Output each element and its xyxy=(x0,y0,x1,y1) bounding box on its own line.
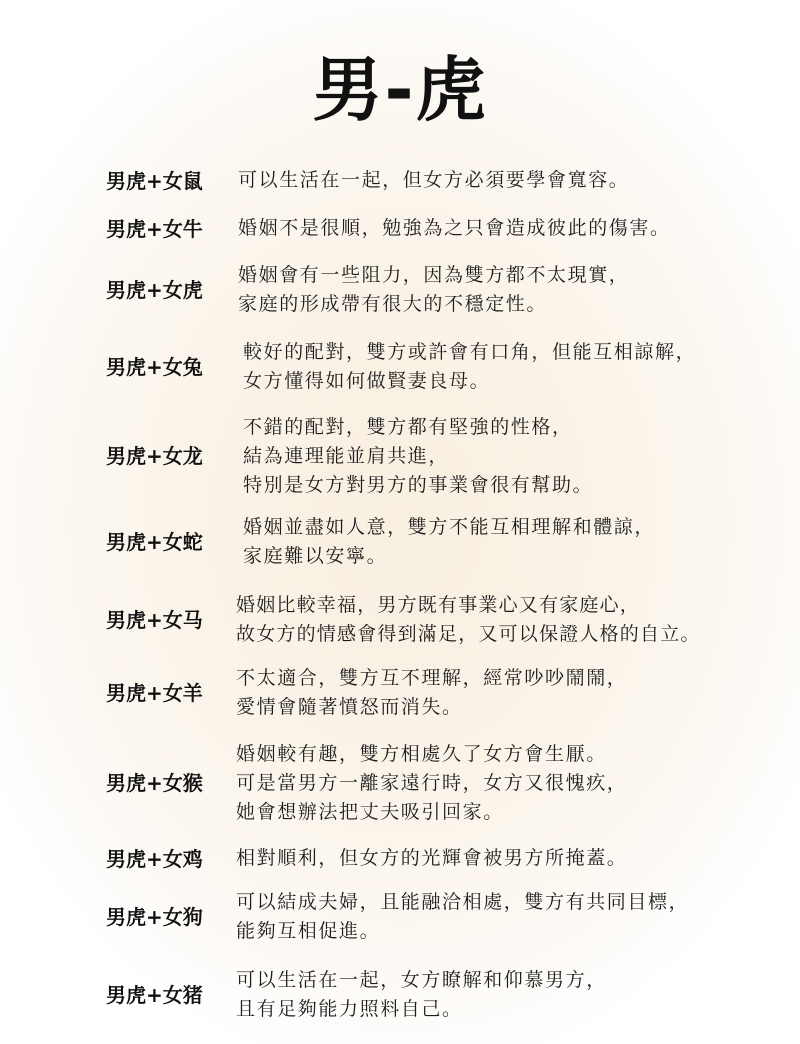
pairing-label: 男虎+女蛇 xyxy=(106,530,203,554)
description-line: 不太適合，雙方互不理解，經常吵吵鬧鬧， xyxy=(236,667,628,689)
pairing-description xyxy=(243,338,696,396)
description-line: 相對順利，但女方的光輝會被男方所掩蓋。 xyxy=(236,847,628,869)
pairing-label: 男虎+女牛 xyxy=(106,217,203,241)
description-line: 可以生活在一起，女方瞭解和仰慕男方， xyxy=(236,969,607,991)
pairing-label: 男虎+女马 xyxy=(106,608,203,632)
pairing-description xyxy=(236,740,627,827)
pairing-description xyxy=(236,591,701,649)
description-line: 較好的配對，雙方或許會有口角，但能互相諒解， xyxy=(243,341,697,363)
description-line: 愛情會隨著憤怒而消失。 xyxy=(236,696,463,718)
description-line: 特別是女方對男方的事業會很有幫助。 xyxy=(243,474,594,496)
pairing-description xyxy=(236,888,689,946)
pairing-label: 男虎+女鼠 xyxy=(106,169,203,193)
description-line: 女方懂得如何做賢妻良母。 xyxy=(243,370,491,392)
description-line: 婚姻會有一些阻力，因為雙方都不太現實， xyxy=(238,264,630,286)
description-line: 可是當男方一離家遠行時，女方又很愧疚， xyxy=(236,772,628,794)
pairing-description xyxy=(238,214,671,243)
pairing-label: 男虎+女羊 xyxy=(106,681,203,705)
description-line: 故女方的情感會得到滿足，又可以保證人格的自立。 xyxy=(236,623,701,645)
pairing-label: 男虎+女狗 xyxy=(106,905,203,929)
pairing-description xyxy=(236,844,627,873)
page-title: 男-虎 xyxy=(312,49,488,131)
description-line: 家庭難以安寧。 xyxy=(243,545,388,567)
description-line: 且有足夠能力照料自己。 xyxy=(236,998,463,1020)
description-line: 婚姻較有趣，雙方相處久了女方會生厭。 xyxy=(236,743,607,765)
pairing-description xyxy=(236,966,607,1024)
pairing-label: 男虎+女虎 xyxy=(106,278,203,302)
description-line: 不錯的配對，雙方都有堅強的性格， xyxy=(243,416,573,438)
pairing-description xyxy=(243,513,655,571)
pairing-description xyxy=(238,261,629,319)
pairing-description xyxy=(243,413,593,500)
pairing-label: 男虎+女猪 xyxy=(106,983,203,1007)
description-line: 結為連理能並肩共進， xyxy=(243,445,450,467)
pairing-label: 男虎+女龙 xyxy=(106,444,203,468)
pairing-description xyxy=(238,166,629,195)
description-line: 可以生活在一起，但女方必須要學會寬容。 xyxy=(238,169,630,191)
pairing-label: 男虎+女兔 xyxy=(106,355,203,379)
pairing-label: 男虎+女鸡 xyxy=(106,847,203,871)
description-line: 婚姻並盡如人意，雙方不能互相理解和體諒， xyxy=(243,516,656,538)
description-line: 她會想辦法把丈夫吸引回家。 xyxy=(236,801,504,823)
description-line: 婚姻比較幸福，男方既有事業心又有家庭心， xyxy=(236,594,641,616)
pairing-label: 男虎+女猴 xyxy=(106,771,203,795)
pairing-description xyxy=(236,664,627,722)
description-line: 家庭的形成帶有很大的不穩定性。 xyxy=(238,293,548,315)
description-line: 婚姻不是很順，勉強為之只會造成彼此的傷害。 xyxy=(238,217,671,239)
description-line: 可以結成夫婦，且能融洽相處，雙方有共同目標， xyxy=(236,891,690,913)
description-line: 能夠互相促進。 xyxy=(236,920,381,942)
